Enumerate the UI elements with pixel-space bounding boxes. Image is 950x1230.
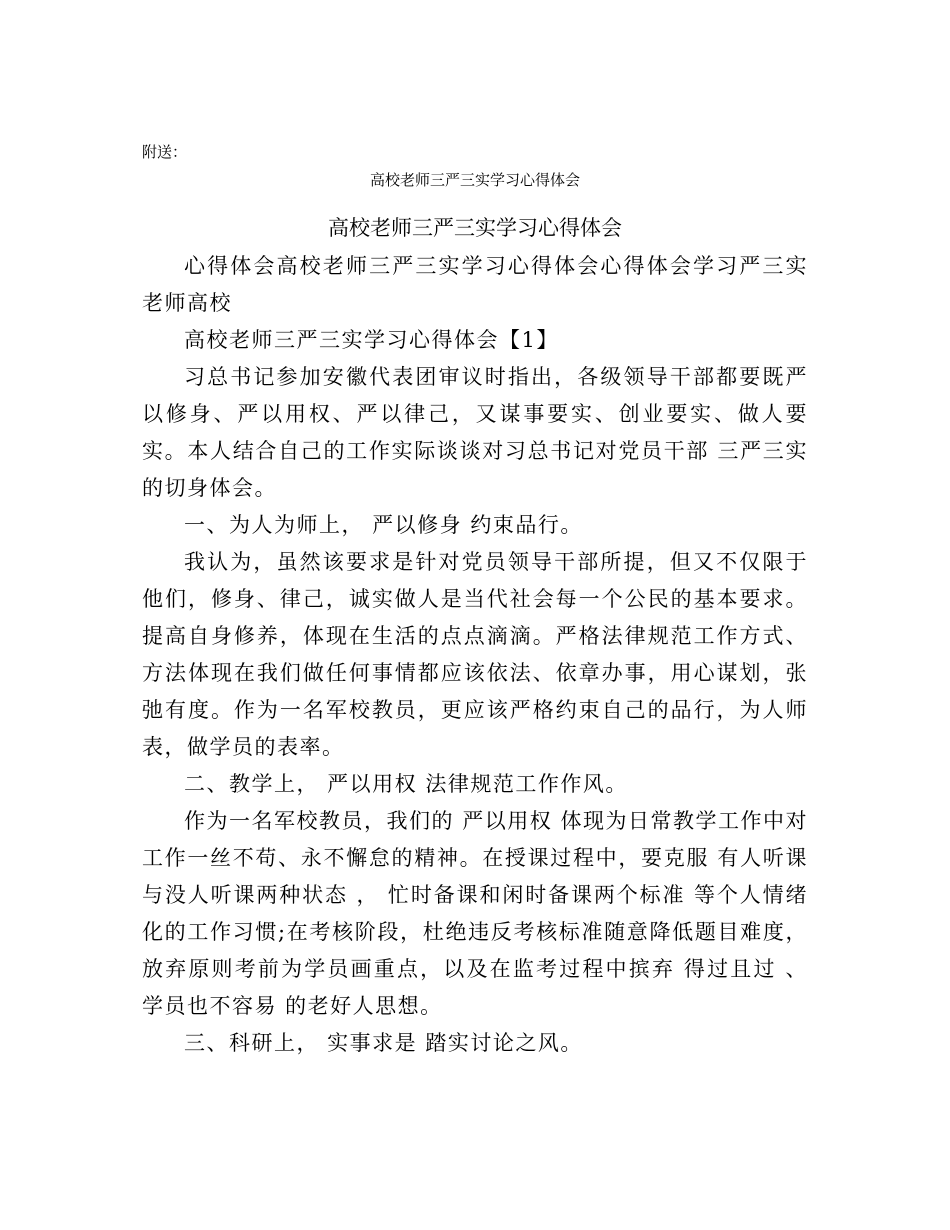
small-title: 高校老师三严三实学习心得体会 bbox=[369, 171, 580, 189]
point-one-paragraph: 我认为，虽然该要求是针对党员领导干部所提，但又不仅限于他们，修身、律己，诚实做人是当代社会每一个公民的基本要求。提高自身修养，体现在生活的点点滴滴。严格法律规范工作方式、方法体现在我们做任何事情都应该依法、依章办事，用心谋划，张弛有度。作为一名军校教员，更应该严格约束自己的品行，为人师表，做学员的表率。 bbox=[142, 550, 808, 759]
point-three-heading: 三、科研上， 实事求是 踏实讨论之风。 bbox=[184, 1031, 583, 1055]
attachment-label: 附送： bbox=[142, 143, 188, 161]
keywords-paragraph: 心得体会高校老师三严三实学习心得体会心得体会学习严三实老师高校 bbox=[142, 254, 808, 315]
intro-paragraph: 习总书记参加安徽代表团审议时指出，各级领导干部都要既严以修身、严以用权、严以律己，又谋事要实、创业要实、做人要实。本人结合自己的工作实际谈谈对习总书记对党员干部 三严三实 的切身体会。 bbox=[142, 365, 808, 500]
document-body bbox=[142, 248, 808, 1062]
point-two-paragraph: 作为一名军校教员，我们的 严以用权 体现为日常教学工作中对工作一丝不苟、永不懈怠的精神。在授课过程中，要克服 有人听课与没人听课两种状态 ， 忙时备课和闲时备课两个标准 等个人情绪化的工作习惯;在考核阶段，杜绝违反考核标准随意降低题目难度，放弃原则考前为学员画重点，以及在监考过程中摈弃 得过且过 、 学员也不容易 的老好人思想。 bbox=[142, 809, 808, 1018]
section-heading: 高校老师三严三实学习心得体会【1】 bbox=[184, 328, 559, 352]
main-title: 高校老师三严三实学习心得体会 bbox=[328, 216, 622, 240]
point-one-heading: 一、为人为师上， 严以修身 约束品行。 bbox=[184, 513, 583, 537]
point-two-heading: 二、教学上， 严以用权 法律规范工作作风。 bbox=[184, 772, 628, 796]
